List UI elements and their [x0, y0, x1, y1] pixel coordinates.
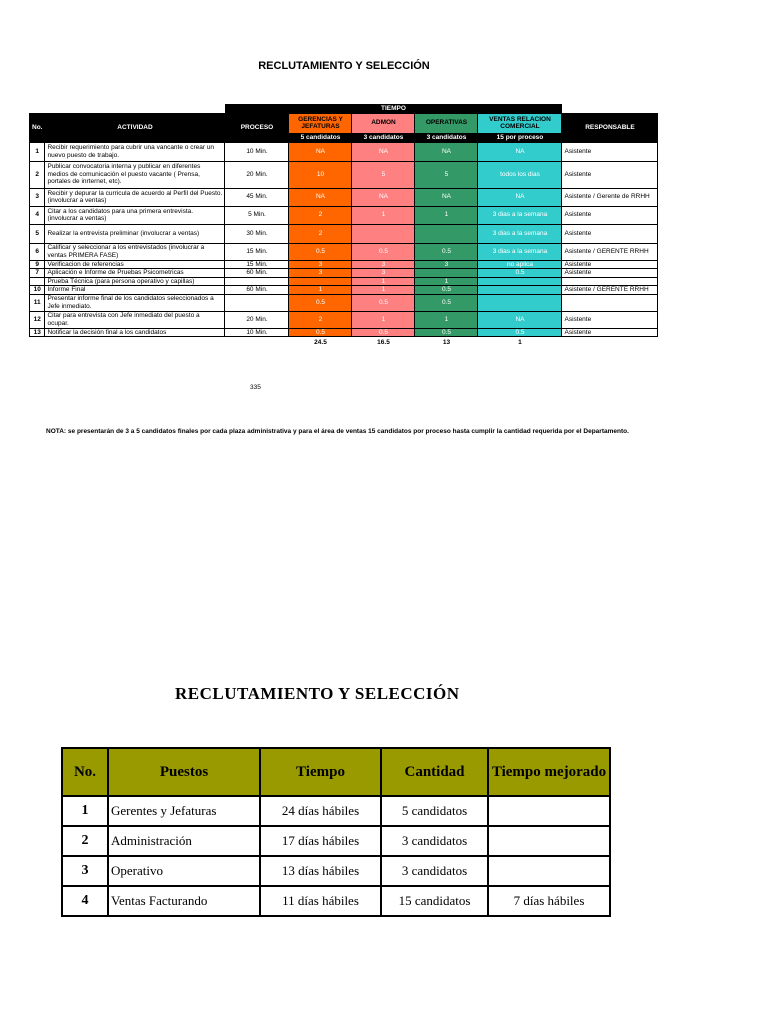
gerencias-value: 2	[289, 311, 352, 328]
summary-header-mejorado: Tiempo mejorado	[488, 748, 610, 796]
table-row	[30, 286, 658, 295]
operativas-value: NA	[415, 188, 478, 206]
row-number: 2	[30, 161, 45, 188]
table-row	[30, 328, 658, 337]
summary-tiempo: 17 días hábiles	[260, 826, 381, 856]
activities-body	[30, 142, 658, 337]
row-number: 1	[30, 142, 45, 161]
operativas-value	[415, 269, 478, 278]
activity-text: Realizar la entrevista preliminar (involucrar a ventas)	[45, 224, 225, 243]
row-number: 12	[30, 311, 45, 328]
table-row	[30, 277, 658, 286]
responsable-text: Asistente / GERENTE RRHH	[562, 243, 658, 260]
header-actividad: ACTIVIDAD	[45, 113, 225, 142]
summary-mejorado	[488, 826, 610, 856]
row-number: 11	[30, 294, 45, 311]
summary-cantidad: 3 candidatos	[381, 826, 488, 856]
operativas-value: NA	[415, 142, 478, 161]
operativas-value: 0.5	[415, 286, 478, 295]
gerencias-value	[289, 277, 352, 286]
admon-value: 5	[352, 161, 415, 188]
table-row	[30, 188, 658, 206]
gerencias-value: 3	[289, 269, 352, 278]
table-row	[30, 269, 658, 278]
summary-title: RECLUTAMIENTO Y SELECCIÓN	[175, 684, 460, 703]
activity-text: Citar para entrevista con Jefe inmediato del puesto a ocupar.	[45, 311, 225, 328]
operativas-value: 1	[415, 206, 478, 224]
document-title: RECLUTAMIENTO Y SELECCIÓN	[258, 60, 430, 72]
proceso-time: 20 Min.	[225, 161, 289, 188]
activity-text: Informe Final	[45, 286, 225, 295]
summary-body	[62, 796, 610, 916]
gerencias-value: NA	[289, 142, 352, 161]
gerencias-value: 2	[289, 206, 352, 224]
activity-text: Recibir y depurar la curricula de acuerdo al Perfil del Puesto. (involucrar a ventas)	[45, 188, 225, 206]
summary-no: 4	[62, 886, 108, 916]
admon-value: 0.5	[352, 243, 415, 260]
summary-header-no: No.	[62, 748, 108, 796]
activity-text: Prueba Técnica (para persona operativo y capillas)	[45, 277, 225, 286]
admon-value: 1	[352, 206, 415, 224]
operativas-value: 0.5	[415, 328, 478, 337]
admon-value: 1	[352, 277, 415, 286]
proceso-time: 30 Min.	[225, 224, 289, 243]
summary-tiempo: 24 días hábiles	[260, 796, 381, 826]
summary-mejorado: 7 días hábiles	[488, 886, 610, 916]
ventas-value: todos los dias	[478, 161, 562, 188]
row-number: 13	[30, 328, 45, 337]
proceso-time: 5 Min.	[225, 206, 289, 224]
summary-puesto: Ventas Facturando	[108, 886, 260, 916]
admon-value	[352, 224, 415, 243]
summary-row	[62, 826, 610, 856]
responsable-text: Asistente	[562, 260, 658, 269]
proceso-time: 10 Min.	[225, 328, 289, 337]
subheader-ventas: 15 por proceso	[478, 133, 562, 142]
subheader-operativas: 3 candidatos	[415, 133, 478, 142]
table-row	[30, 206, 658, 224]
activity-text: Aplicación e Informe de Pruebas Psicometricas	[45, 269, 225, 278]
ventas-value: 3 dias a la semana	[478, 206, 562, 224]
proceso-time: 60 Min.	[225, 286, 289, 295]
summary-mejorado	[488, 856, 610, 886]
summary-tiempo: 11 días hábiles	[260, 886, 381, 916]
header-admon: ADMON	[352, 113, 415, 133]
proceso-sum: 335	[250, 384, 261, 391]
responsable-text	[562, 277, 658, 286]
gerencias-value: 1	[289, 286, 352, 295]
summary-row	[62, 856, 610, 886]
operativas-value: 1	[415, 311, 478, 328]
gerencias-value: NA	[289, 188, 352, 206]
row-number: 5	[30, 224, 45, 243]
header-operativas: OPERATIVAS	[415, 113, 478, 133]
ventas-value: NA	[478, 188, 562, 206]
gerencias-value: 0.5	[289, 328, 352, 337]
admon-value: 1	[352, 311, 415, 328]
ventas-value: 3 dias a la semana	[478, 243, 562, 260]
activity-text: Citar a los candidatos para una primera entrevista. (involucrar a ventas)	[45, 206, 225, 224]
row-number: 7	[30, 269, 45, 278]
admon-value: NA	[352, 142, 415, 161]
summary-no: 2	[62, 826, 108, 856]
ventas-value: no aplica	[478, 260, 562, 269]
table-row	[30, 294, 658, 311]
tiempo-header: TIEMPO	[225, 104, 562, 113]
table-row	[30, 243, 658, 260]
subheader-admon: 3 candidatos	[352, 133, 415, 142]
row-number: 10	[30, 286, 45, 295]
proceso-time: 20 Min.	[225, 311, 289, 328]
header-no: No.	[30, 113, 45, 142]
admon-value: 1	[352, 286, 415, 295]
activities-table	[29, 104, 658, 349]
responsable-text: Asistente	[562, 269, 658, 278]
responsable-text: Asistente	[562, 224, 658, 243]
header-proceso: PROCESO	[225, 113, 289, 142]
total-admon: 16.5	[377, 339, 390, 346]
proceso-time: 15 Min.	[225, 260, 289, 269]
header-responsable: RESPONSABLE	[562, 113, 658, 142]
ventas-value: 3 dias a la semana	[478, 224, 562, 243]
responsable-text: Asistente	[562, 161, 658, 188]
proceso-time: 60 Min.	[225, 269, 289, 278]
operativas-value: 1	[415, 277, 478, 286]
responsable-text: Asistente	[562, 328, 658, 337]
operativas-value: 3	[415, 260, 478, 269]
table-row	[30, 224, 658, 243]
admon-value: 0.5	[352, 328, 415, 337]
proceso-time: 45 Min.	[225, 188, 289, 206]
ventas-value: 0.5	[478, 328, 562, 337]
nota-text: NOTA: se presentarán de 3 a 5 candidatos finales por cada plaza administrativa y para el área de ventas 15 candidatos por proceso hasta cumplir la cantidad requerida por el Departamento.	[46, 428, 629, 435]
responsable-text	[562, 294, 658, 311]
ventas-value: NA	[478, 311, 562, 328]
ventas-value	[478, 294, 562, 311]
admon-value: NA	[352, 188, 415, 206]
proceso-time	[225, 294, 289, 311]
header-ventas: VENTAS RELACION COMERCIAL	[478, 113, 562, 133]
gerencias-value: 0.5	[289, 294, 352, 311]
responsable-text: Asistente	[562, 206, 658, 224]
summary-cantidad: 15 candidatos	[381, 886, 488, 916]
row-number: 9	[30, 260, 45, 269]
ventas-value	[478, 277, 562, 286]
activity-text: Recibir requerimiento para cubrir una vancante o crear un nuevo puesto de trabajo.	[45, 142, 225, 161]
ventas-value: 0.5	[478, 269, 562, 278]
summary-cantidad: 5 candidatos	[381, 796, 488, 826]
operativas-value: 0.5	[415, 243, 478, 260]
proceso-time: 15 Min.	[225, 243, 289, 260]
ventas-value	[478, 286, 562, 295]
admon-value: 0.5	[352, 294, 415, 311]
summary-table	[61, 747, 611, 917]
total-operativas: 13	[442, 339, 451, 346]
responsable-text: Asistente / GERENTE RRHH	[562, 286, 658, 295]
activity-text: Publicar convocatoria interna y publicar en diferentes medios de comunicación el puesto vacante ( Prensa, portales de inrternet, etc).	[45, 161, 225, 188]
summary-cantidad: 3 candidatos	[381, 856, 488, 886]
summary-no: 1	[62, 796, 108, 826]
responsable-text: Asistente	[562, 311, 658, 328]
summary-no: 3	[62, 856, 108, 886]
table-row	[30, 260, 658, 269]
header-gerencias: GERENCIAS Y JEFATURAS	[289, 113, 352, 133]
row-number	[30, 277, 45, 286]
activity-text: Presentar informe final de los candidatos seleccionados a Jefe inmediato.	[45, 294, 225, 311]
summary-row	[62, 886, 610, 916]
gerencias-value: 3	[289, 260, 352, 269]
summary-header-tiempo: Tiempo	[260, 748, 381, 796]
activity-text: Notificar la decisión final a los candidatos	[45, 328, 225, 337]
summary-puesto: Operativo	[108, 856, 260, 886]
total-ventas: 1	[518, 339, 522, 346]
activity-text: Verificacion de referencias	[45, 260, 225, 269]
admon-value: 3	[352, 269, 415, 278]
operativas-value	[415, 224, 478, 243]
summary-puesto: Gerentes y Jefaturas	[108, 796, 260, 826]
admon-value: 3	[352, 260, 415, 269]
row-number: 6	[30, 243, 45, 260]
summary-header-cantidad: Cantidad	[381, 748, 488, 796]
table-row	[30, 142, 658, 161]
activity-text: Calificar y seleccionar a los entrevistados (involucrar a ventas PRIMERA FASE)	[45, 243, 225, 260]
responsable-text: Asistente	[562, 142, 658, 161]
operativas-value: 5	[415, 161, 478, 188]
summary-puesto: Administración	[108, 826, 260, 856]
summary-header-puestos: Puestos	[108, 748, 260, 796]
total-gerencias: 24.5	[314, 339, 327, 346]
table-row	[30, 311, 658, 328]
summary-mejorado	[488, 796, 610, 826]
summary-row	[62, 796, 610, 826]
gerencias-value: 10	[289, 161, 352, 188]
proceso-time: 10 Min.	[225, 142, 289, 161]
gerencias-value: 0.5	[289, 243, 352, 260]
row-number: 3	[30, 188, 45, 206]
table-row	[30, 161, 658, 188]
responsable-text: Asistente / Gerente de RRHH	[562, 188, 658, 206]
row-number: 4	[30, 206, 45, 224]
ventas-value: NA	[478, 142, 562, 161]
operativas-value: 0.5	[415, 294, 478, 311]
subheader-gerencias: 5 candidatos	[289, 133, 352, 142]
summary-tiempo: 13 días hábiles	[260, 856, 381, 886]
proceso-time	[225, 277, 289, 286]
gerencias-value: 2	[289, 224, 352, 243]
